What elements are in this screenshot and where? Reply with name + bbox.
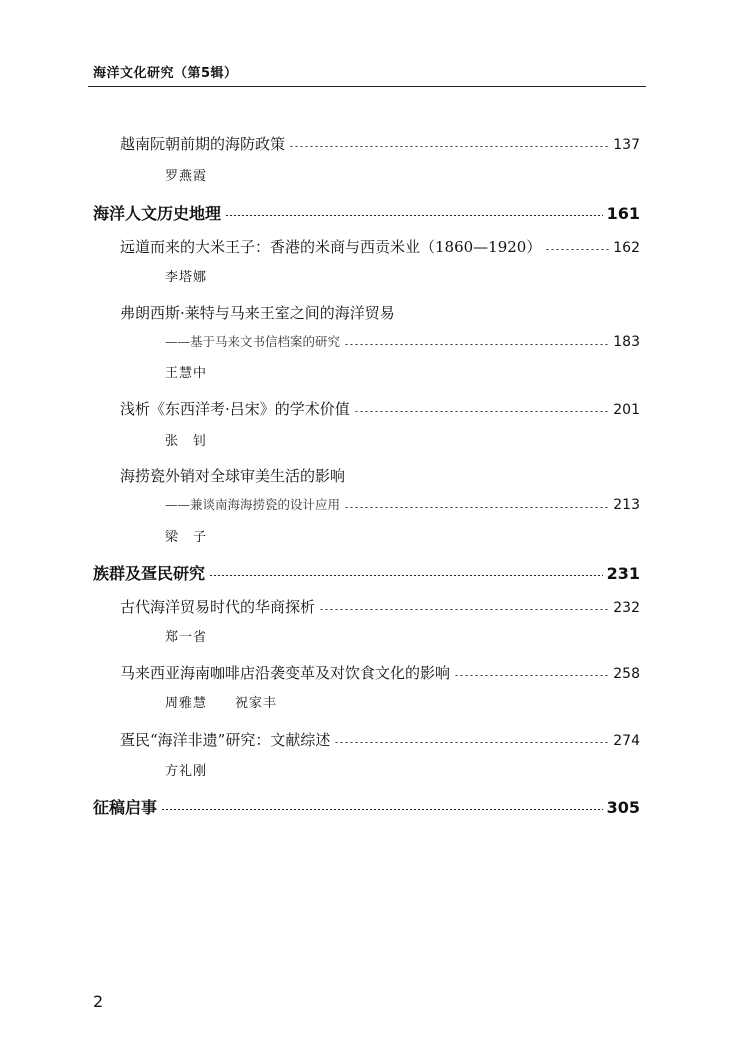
toc-section[interactable] <box>93 201 640 224</box>
toc-entry[interactable] <box>120 398 640 419</box>
toc-entry-subtitle[interactable] <box>165 332 640 350</box>
toc-entry[interactable] <box>120 133 640 154</box>
entry-title: 越南阮朝前期的海防政策 <box>120 135 286 153</box>
dot-leader <box>454 675 609 676</box>
entry-title: 疍民“海洋非遗”研究：文献综述 <box>120 731 331 749</box>
toc-entry[interactable] <box>120 662 640 683</box>
toc-section[interactable] <box>93 561 640 584</box>
dot-leader <box>225 215 603 216</box>
dot-leader <box>161 809 603 810</box>
section-title: 族群及疍民研究 <box>93 564 206 583</box>
entry-page: 258 <box>613 666 640 682</box>
entry-author: 周雅慧 祝家丰 <box>165 696 278 711</box>
entry-author: 梁 子 <box>165 530 208 545</box>
section-page: 231 <box>606 564 640 583</box>
entry-title: 浅析《东西洋考·吕宋》的学术价值 <box>120 400 350 418</box>
section-title: 海洋人文历史地理 <box>93 204 222 223</box>
dot-leader <box>545 249 609 250</box>
entry-page: 274 <box>613 733 640 749</box>
entry-page: 162 <box>613 240 640 256</box>
toc-entry[interactable] <box>120 729 640 750</box>
dot-leader <box>209 575 603 576</box>
entry-author: 李塔娜 <box>165 270 208 285</box>
header-rule <box>88 86 646 87</box>
section-page: 161 <box>606 204 640 223</box>
toc-section[interactable] <box>93 795 640 818</box>
entry-subtitle: ——兼谈南海海捞瓷的设计应用 <box>165 497 341 512</box>
entry-author: 王慧中 <box>165 366 208 381</box>
dot-leader <box>289 146 609 147</box>
entry-author: 郑一省 <box>165 630 208 645</box>
entry-subtitle: ——基于马来文书信档案的研究 <box>165 334 341 349</box>
entry-page: 201 <box>613 402 640 418</box>
entry-title: 古代海洋贸易时代的华商探析 <box>120 598 316 616</box>
page-number: 2 <box>93 992 104 1011</box>
dot-leader <box>334 742 609 743</box>
entry-title[interactable]: 海捞瓷外销对全球审美生活的影响 <box>120 467 346 485</box>
toc-entry-subtitle[interactable] <box>165 495 640 513</box>
running-head: 海洋文化研究（第5辑） <box>93 66 238 81</box>
entry-title: 马来西亚海南咖啡店沿袭变革及对饮食文化的影响 <box>120 664 451 682</box>
dot-leader <box>344 507 609 508</box>
entry-page: 183 <box>613 334 640 350</box>
dot-leader <box>354 411 609 412</box>
entry-author: 罗燕霞 <box>165 169 208 184</box>
entry-page: 232 <box>613 600 640 616</box>
section-page: 305 <box>606 798 640 817</box>
entry-author: 方礼刚 <box>165 764 208 779</box>
dot-leader <box>344 344 609 345</box>
dot-leader <box>319 609 609 610</box>
entry-author: 张 钊 <box>165 434 208 449</box>
entry-title[interactable]: 弗朗西斯·莱特与马来王室之间的海洋贸易 <box>120 304 395 322</box>
entry-page: 137 <box>613 137 640 153</box>
toc-entry[interactable] <box>120 596 640 617</box>
entry-title: 远道而来的大米王子：香港的米商与西贡米业（1860—1920） <box>120 238 542 256</box>
entry-page: 213 <box>613 497 640 513</box>
section-title: 征稿启事 <box>93 798 158 817</box>
toc-entry[interactable] <box>120 236 640 257</box>
